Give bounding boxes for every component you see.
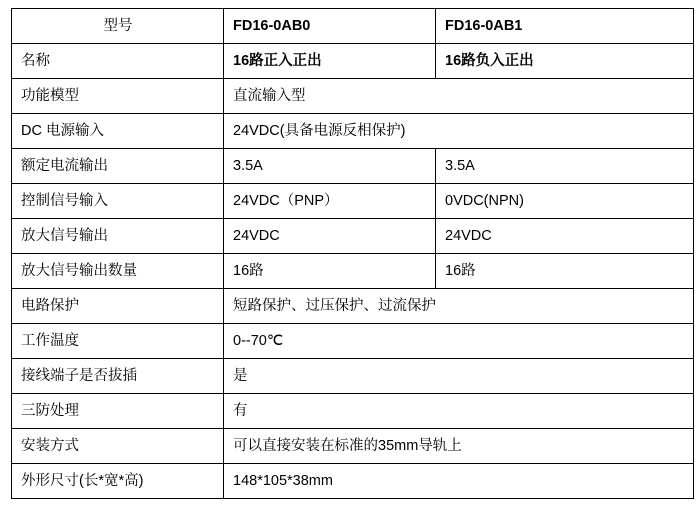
row-value-1: 3.5A — [224, 149, 436, 184]
row-label: 额定电流输出 — [12, 149, 224, 184]
table-row — [12, 394, 694, 429]
table-row — [12, 254, 694, 289]
table-row — [12, 289, 694, 324]
row-label: DC 电源输入 — [12, 114, 224, 149]
table-row — [12, 324, 694, 359]
row-label: 接线端子是否拔插 — [12, 359, 224, 394]
row-value-2: 0VDC(NPN) — [436, 184, 694, 219]
row-value-1: FD16-0AB0 — [224, 9, 436, 44]
row-value-2: 16路 — [436, 254, 694, 289]
row-value-2: 24VDC — [436, 219, 694, 254]
row-label: 放大信号输出 — [12, 219, 224, 254]
row-label: 放大信号输出数量 — [12, 254, 224, 289]
row-label: 功能模型 — [12, 79, 224, 114]
product-spec-table — [11, 8, 694, 499]
table-row — [12, 44, 694, 79]
row-value-merged: 短路保护、过压保护、过流保护 — [224, 289, 694, 324]
table-row — [12, 149, 694, 184]
row-label: 型号 — [12, 9, 224, 44]
row-label: 名称 — [12, 44, 224, 79]
row-value-2: 3.5A — [436, 149, 694, 184]
row-value-merged: 直流输入型 — [224, 79, 694, 114]
row-value-1: 24VDC — [224, 219, 436, 254]
row-value-2: FD16-0AB1 — [436, 9, 694, 44]
row-value-merged: 是 — [224, 359, 694, 394]
row-value-1: 24VDC（PNP） — [224, 184, 436, 219]
row-label: 工作温度 — [12, 324, 224, 359]
table-row — [12, 464, 694, 499]
row-value-merged: 24VDC(具备电源反相保护) — [224, 114, 694, 149]
table-row — [12, 429, 694, 464]
row-value-merged: 148*105*38mm — [224, 464, 694, 499]
row-value-merged: 可以直接安装在标准的35mm导轨上 — [224, 429, 694, 464]
table-row — [12, 114, 694, 149]
row-label: 三防处理 — [12, 394, 224, 429]
row-value-merged: 有 — [224, 394, 694, 429]
table-row — [12, 9, 694, 44]
row-label: 控制信号输入 — [12, 184, 224, 219]
table-row — [12, 359, 694, 394]
row-value-1: 16路正入正出 — [224, 44, 436, 79]
table-row — [12, 79, 694, 114]
table-row — [12, 219, 694, 254]
table-row — [12, 184, 694, 219]
row-label: 电路保护 — [12, 289, 224, 324]
row-value-1: 16路 — [224, 254, 436, 289]
row-label: 安装方式 — [12, 429, 224, 464]
row-label: 外形尺寸(长*宽*高) — [12, 464, 224, 499]
row-value-2: 16路负入正出 — [436, 44, 694, 79]
row-value-merged: 0--70℃ — [224, 324, 694, 359]
